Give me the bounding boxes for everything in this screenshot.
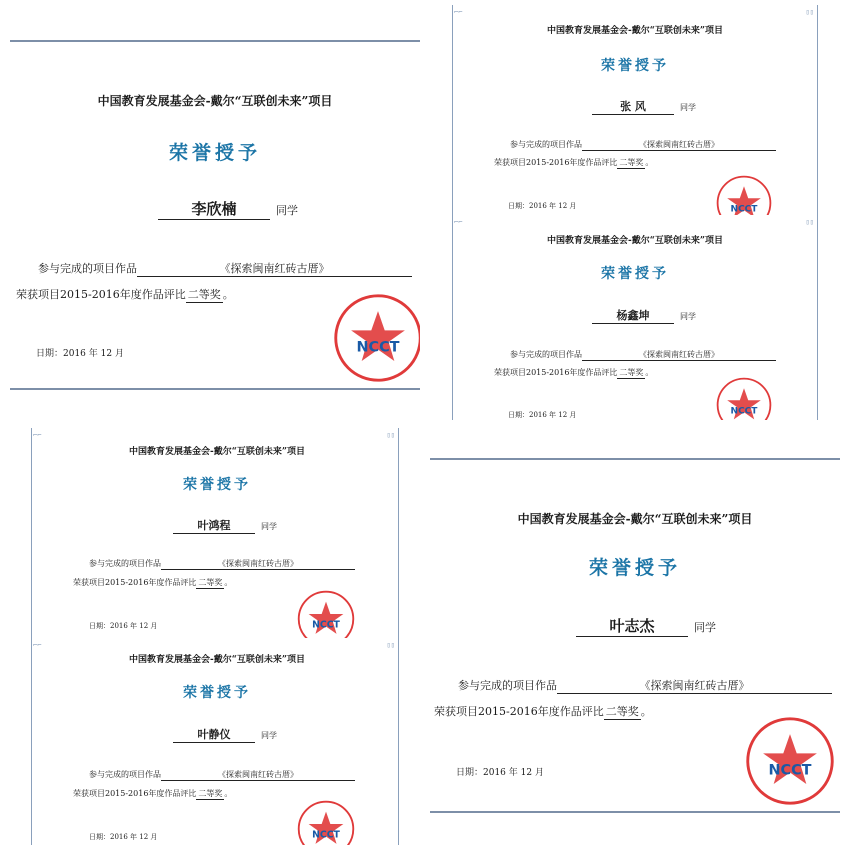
top-border xyxy=(430,458,840,460)
certificate-ye-jingyi: ⌐⌐ ▯▯ 中国教育发展基金会-戴尔“互联创未来”项目 荣誉授予 叶静仪 同学 参与完成的项目作品 《探索闽南红砖古厝》 荣获项目2015-2016年度作品评比 二等奖 。 日期：2016 年 12 月 NCCT xyxy=(5,638,403,845)
recipient-name: 叶鸿程 xyxy=(173,517,255,534)
honor-heading: 荣誉授予 xyxy=(183,685,251,701)
work-row xyxy=(38,260,412,277)
award-row xyxy=(16,286,234,303)
organization-title: 中国教育发展基金会-戴尔“互联创未来”项目 xyxy=(517,512,753,526)
seal-logo: NCCT xyxy=(312,619,340,631)
work-title: 《探索闽南红砖古厝》 xyxy=(582,139,776,151)
certificate-ye-hongcheng: ⌐⌐ ▯▯ 中国教育发展基金会-戴尔“互联创未来”项目 荣誉授予 叶鸿程 同学 参与完成的项目作品 《探索闽南红砖古厝》 荣获项目2015-2016年度作品评比 二等奖 。 日期：2016 年 12 月 NCCT xyxy=(5,428,403,638)
recipient-name: 叶志杰 xyxy=(576,615,688,637)
seal-stamp-icon xyxy=(714,375,774,420)
left-border xyxy=(31,428,32,638)
work-label: 参与完成的项目作品 xyxy=(510,140,582,149)
award-level: 二等奖 xyxy=(605,705,639,718)
work-label: 参与完成的项目作品 xyxy=(89,559,161,568)
seal-stamp-icon xyxy=(330,290,420,386)
right-border xyxy=(398,428,399,638)
seal-stamp-icon xyxy=(295,798,357,845)
issue-date: 日期：2016 年 12 月 xyxy=(89,622,158,630)
award-prefix: 荣获项目2015-2016年度作品评比 xyxy=(73,578,197,587)
certificate-ye-zhijie xyxy=(430,455,840,815)
tong-xue-label: 同学 xyxy=(680,312,696,321)
work-row xyxy=(89,558,355,570)
work-label: 参与完成的项目作品 xyxy=(510,350,582,359)
award-level: 二等奖 xyxy=(187,288,221,301)
recipient-name: 叶静仪 xyxy=(173,726,255,743)
seal-stamp-icon xyxy=(742,713,838,809)
issue-date: 日期：2016 年 12 月 xyxy=(456,768,544,778)
work-row xyxy=(458,677,832,694)
award-suffix: 。 xyxy=(645,368,654,377)
award-row xyxy=(494,157,653,169)
organization-title: 中国教育发展基金会-戴尔“互联创未来”项目 xyxy=(546,26,724,36)
recipient-row xyxy=(173,514,277,534)
honor-heading: 荣誉授予 xyxy=(588,557,681,579)
award-level: 二等奖 xyxy=(619,158,644,167)
tong-xue-label: 同学 xyxy=(261,522,277,531)
recipient-name: 李欣楠 xyxy=(158,198,270,220)
work-title: 《探索闽南红砖古厝》 xyxy=(582,349,776,361)
award-row xyxy=(434,703,652,720)
work-row xyxy=(510,349,776,361)
seal-logo: NCCT xyxy=(356,339,400,356)
award-prefix: 荣获项目2015-2016年度作品评比 xyxy=(494,368,618,377)
seal-stamp-icon xyxy=(295,588,357,638)
issue-date: 日期：2016 年 12 月 xyxy=(89,833,158,841)
certificate-li-xinnan xyxy=(10,10,420,390)
tong-xue-label: 同学 xyxy=(694,621,716,634)
seal-logo: NCCT xyxy=(768,762,812,779)
top-border xyxy=(10,40,420,42)
award-suffix: 。 xyxy=(224,789,233,798)
seal-logo: NCCT xyxy=(730,406,758,417)
award-suffix: 。 xyxy=(645,158,654,167)
seal-stamp-icon xyxy=(714,173,774,215)
honor-heading: 荣誉授予 xyxy=(168,142,261,164)
bottom-border xyxy=(10,388,420,390)
award-prefix: 荣获项目2015-2016年度作品评比 xyxy=(16,288,186,301)
recipient-name: 张 风 xyxy=(592,98,674,115)
left-border xyxy=(452,5,453,215)
organization-title: 中国教育发展基金会-戴尔“互联创未来”项目 xyxy=(97,94,333,108)
recipient-row xyxy=(173,723,277,743)
work-label: 参与完成的项目作品 xyxy=(458,679,557,692)
issue-date: 日期：2016 年 12 月 xyxy=(36,349,124,359)
award-row xyxy=(73,788,232,800)
work-title: 《探索闽南红砖古厝》 xyxy=(137,260,412,277)
recipient-row xyxy=(592,95,696,115)
award-suffix: 。 xyxy=(222,288,234,301)
left-border xyxy=(31,638,32,845)
organization-title: 中国教育发展基金会-戴尔“互联创未来”项目 xyxy=(128,447,306,457)
honor-heading: 荣誉授予 xyxy=(183,477,251,493)
organization-title: 中国教育发展基金会-戴尔“互联创未来”项目 xyxy=(546,236,724,246)
certificate-yang-xinkun: ⌐⌐ ▯▯ 中国教育发展基金会-戴尔“互联创未来”项目 荣誉授予 杨鑫坤 同学 参与完成的项目作品 《探索闽南红砖古厝》 荣获项目2015-2016年度作品评比 二等奖 。 日期：2016 年 12 月 NCCT xyxy=(430,215,820,420)
organization-title: 中国教育发展基金会-戴尔“互联创未来”项目 xyxy=(128,655,306,665)
honor-heading: 荣誉授予 xyxy=(601,58,669,74)
work-label: 参与完成的项目作品 xyxy=(89,770,161,779)
award-level: 二等奖 xyxy=(619,368,644,377)
seal-logo: NCCT xyxy=(730,204,758,215)
right-border xyxy=(398,638,399,845)
award-row xyxy=(494,367,653,379)
award-level: 二等奖 xyxy=(198,789,223,798)
recipient-row xyxy=(592,304,696,324)
certificate-zhang-feng: ⌐⌐ ▯▯ 中国教育发展基金会-戴尔“互联创未来”项目 荣誉授予 张 风 同学 参与完成的项目作品 《探索闽南红砖古厝》 荣获项目2015-2016年度作品评比 二等奖 。 日期：2016 年 12 月 NCCT xyxy=(430,5,820,215)
award-suffix: 。 xyxy=(640,705,652,718)
work-label: 参与完成的项目作品 xyxy=(38,262,137,275)
award-row xyxy=(73,577,232,589)
award-suffix: 。 xyxy=(224,578,233,587)
tong-xue-label: 同学 xyxy=(276,204,298,217)
seal-logo: NCCT xyxy=(312,829,340,841)
issue-date: 日期：2016 年 12 月 xyxy=(508,202,577,210)
award-prefix: 荣获项目2015-2016年度作品评比 xyxy=(494,158,618,167)
award-prefix: 荣获项目2015-2016年度作品评比 xyxy=(434,705,604,718)
right-border xyxy=(817,5,818,215)
work-row xyxy=(510,139,776,151)
recipient-row xyxy=(158,198,298,220)
tong-xue-label: 同学 xyxy=(261,731,277,740)
tong-xue-label: 同学 xyxy=(680,103,696,112)
honor-heading: 荣誉授予 xyxy=(601,266,669,282)
bottom-border xyxy=(430,811,840,813)
issue-date: 日期：2016 年 12 月 xyxy=(508,411,577,419)
work-title: 《探索闽南红砖古厝》 xyxy=(161,558,355,570)
work-title: 《探索闽南红砖古厝》 xyxy=(161,769,355,781)
award-level: 二等奖 xyxy=(198,578,223,587)
work-title: 《探索闽南红砖古厝》 xyxy=(557,677,832,694)
recipient-name: 杨鑫坤 xyxy=(592,307,674,324)
award-prefix: 荣获项目2015-2016年度作品评比 xyxy=(73,789,197,798)
recipient-row xyxy=(576,615,716,637)
work-row xyxy=(89,769,355,781)
